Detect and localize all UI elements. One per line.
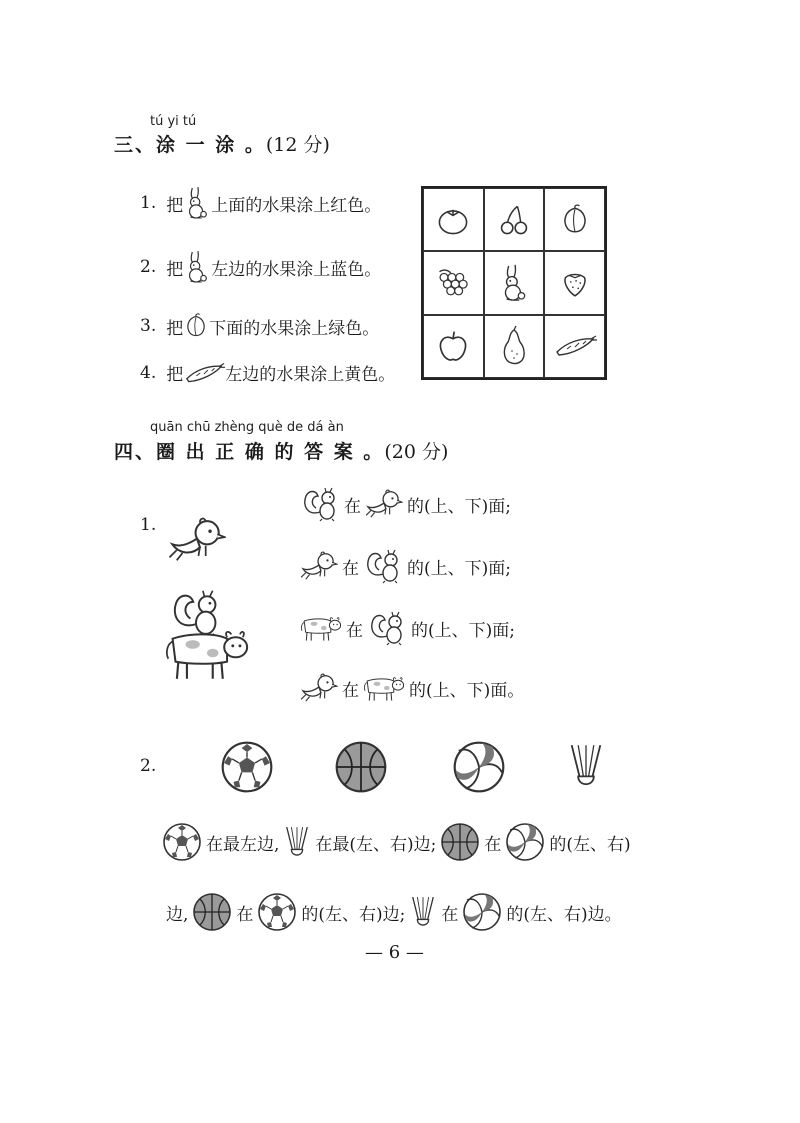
section4-score: (20 分) [384, 441, 449, 463]
choice-text[interactable]: 的(左、右)边。 [506, 904, 622, 925]
bird-icon [300, 550, 338, 582]
line-text: 下面的水果涂上绿色。 [209, 318, 380, 339]
q2-text: 边, [166, 904, 189, 925]
choice-text[interactable]: 的(左、右) [549, 834, 631, 855]
rabbit-icon [498, 263, 530, 303]
shuttlecock-icon [409, 893, 437, 931]
q2-text: 在 [484, 834, 502, 855]
section4-pinyin: quān chū zhèng què de dá àn [150, 420, 344, 435]
bird-icon [300, 672, 338, 704]
cherry-icon [497, 203, 531, 237]
choice-text[interactable]: 的(上、下)面; [407, 558, 511, 579]
line-prefix: 把 [166, 259, 184, 280]
q2-row-1 [162, 822, 635, 862]
basketball-icon [334, 740, 388, 794]
q2-number: 2. [140, 756, 157, 776]
volleyball-icon [505, 822, 545, 862]
line-number: 1. [140, 193, 157, 213]
q2-text: 在最左边, [206, 834, 280, 855]
section4-heading [114, 437, 448, 464]
q1-row-1 [300, 486, 515, 522]
grid-cell[interactable] [544, 251, 605, 314]
section3-line-1 [140, 186, 381, 220]
section3-pinyin: tú yi tú [150, 114, 197, 129]
q1-row-3 [300, 610, 519, 646]
grid-cell[interactable] [423, 315, 484, 378]
line-prefix: 把 [166, 365, 184, 385]
grid-cell[interactable] [484, 315, 545, 378]
basketball-icon [192, 892, 232, 932]
q2-text: 在 [236, 904, 254, 925]
page-number: — 6 — [365, 942, 424, 963]
word-zai: 在 [346, 620, 363, 641]
line-prefix: 把 [166, 318, 184, 339]
peach-icon [559, 204, 591, 236]
grid-cell[interactable] [423, 188, 484, 251]
word-zai: 在 [342, 680, 359, 701]
peach-icon [183, 312, 209, 340]
carrot-icon [553, 333, 597, 359]
line-text: 上面的水果涂上红色。 [211, 195, 382, 216]
soccer-ball-icon [220, 740, 274, 794]
cow-illustration [164, 624, 250, 682]
tomato-icon [436, 203, 470, 237]
basketball-icon [440, 822, 480, 862]
section4-title: 四、圈 出 正 确 的 答 案 。 [114, 441, 385, 463]
word-zai: 在 [342, 558, 359, 579]
grape-icon [435, 266, 471, 300]
q1-number: 1. [140, 515, 157, 535]
choice-text[interactable]: 的(上、下)面; [411, 620, 515, 641]
cow-icon [363, 673, 405, 703]
soccer-ball-icon [257, 892, 297, 932]
choice-text[interactable]: 的(上、下)面; [407, 496, 511, 517]
fruit-grid [421, 186, 607, 380]
section3-line-3 [140, 312, 379, 340]
squirrel-icon [300, 486, 340, 522]
word-zai: 在 [344, 496, 361, 517]
bird-icon [365, 488, 403, 520]
pear-icon [499, 325, 529, 367]
q1-row-4 [300, 672, 528, 704]
section3-title: 三、涂 一 涂 。 [114, 134, 266, 156]
line-number: 4. [140, 362, 157, 383]
apple-icon [435, 328, 471, 364]
bird-illustration [168, 515, 226, 565]
volleyball-icon [462, 892, 502, 932]
carrot-icon [183, 361, 225, 385]
line-text: 左边的水果涂上蓝色。 [211, 259, 382, 280]
shuttlecock-icon [283, 823, 311, 861]
line-prefix: 把 [166, 195, 184, 216]
grid-cell[interactable] [544, 188, 605, 251]
rabbit-icon [183, 186, 211, 220]
section3-heading [114, 130, 330, 157]
shuttlecock-icon [566, 740, 606, 792]
choice-text[interactable]: 的(上、下)面。 [409, 680, 525, 701]
squirrel-icon [363, 548, 403, 584]
rabbit-icon [183, 250, 211, 284]
strawberry-icon [559, 267, 591, 299]
choice-text[interactable]: 在最(左、右)边; [315, 834, 437, 855]
grid-cell[interactable] [423, 251, 484, 314]
section3-line-2 [140, 250, 381, 284]
grid-cell[interactable] [484, 251, 545, 314]
grid-cell[interactable] [544, 315, 605, 378]
q2-text: 在 [441, 904, 459, 925]
soccer-ball-icon [162, 822, 202, 862]
cow-icon [300, 613, 342, 643]
volleyball-icon [452, 740, 506, 794]
q2-row-2 [162, 892, 626, 932]
line-text: 左边的水果涂上黄色。 [225, 365, 396, 385]
line-number: 3. [140, 316, 157, 336]
grid-cell[interactable] [484, 188, 545, 251]
section3-score: (12 分) [265, 134, 330, 156]
q1-row-2 [300, 548, 515, 584]
line-number: 2. [140, 257, 157, 277]
squirrel-icon [367, 610, 407, 646]
section3-line-4 [140, 360, 395, 385]
choice-text[interactable]: 的(左、右)边; [301, 904, 406, 925]
